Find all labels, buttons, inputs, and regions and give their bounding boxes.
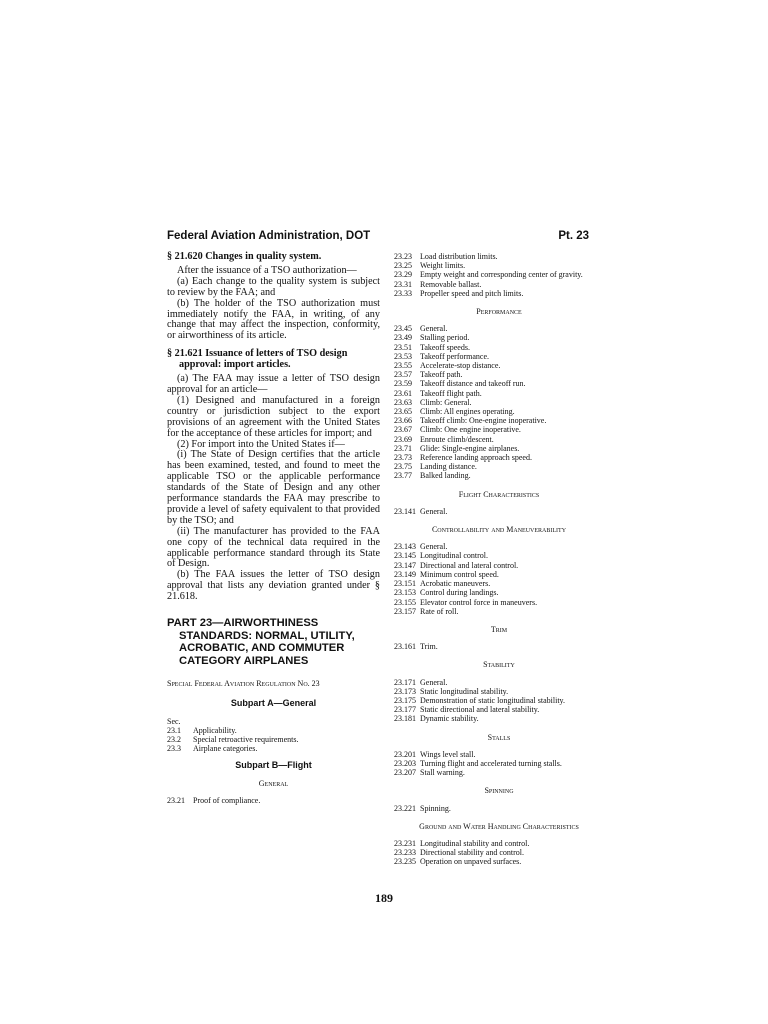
- section-title: Removable ballast.: [420, 279, 482, 289]
- toc-entry: [394, 507, 604, 516]
- section-title: Directional stability and control.: [420, 848, 524, 858]
- toc-list: [394, 750, 604, 778]
- toc-list: [394, 839, 604, 867]
- toc-entry: [394, 642, 604, 651]
- section-number: 23.177: [394, 705, 416, 715]
- section-number: 23.203: [394, 758, 416, 768]
- toc-entry: [394, 453, 604, 462]
- toc-entry: [167, 796, 380, 805]
- section-title: Climb: All engines operating.: [420, 407, 515, 417]
- section-heading-21-620: § 21.620 Changes in quality system.: [167, 251, 322, 262]
- section-number: 23.201: [394, 749, 416, 759]
- toc-entry: [394, 687, 604, 696]
- section-number: 23.157: [394, 606, 416, 616]
- toc-entry: [394, 370, 604, 379]
- toc-entry: [394, 768, 604, 777]
- section-number: 23.181: [394, 714, 416, 724]
- section-number: 23.25: [394, 261, 412, 271]
- sfar-reference: Special Federal Aviation Regulation No. 23: [167, 679, 320, 689]
- toc-entry: [394, 252, 604, 261]
- section-title: Climb: One engine inoperative.: [420, 425, 521, 435]
- section-heading-21-621: § 21.621 Issuance of letters of TSO design approval: import articles.: [167, 348, 348, 371]
- section-number: 23.67: [394, 425, 412, 435]
- header-agency: Federal Aviation Administration, DOT: [167, 230, 371, 242]
- toc-list: [394, 804, 604, 813]
- section-number: 23.71: [394, 443, 412, 453]
- section-number: 23.233: [394, 848, 416, 858]
- paragraph: (b) The FAA issues the letter of TSO design approval that lists any deviation granted under § 21.618.: [167, 569, 380, 603]
- toc-entry: [394, 804, 604, 813]
- section-number: 23.55: [394, 361, 412, 371]
- section-title: Glide: Single-engine airplanes.: [420, 443, 520, 453]
- section-number: 23.73: [394, 453, 412, 463]
- toc-entry: [394, 839, 604, 848]
- section-title: Balked landing.: [420, 471, 471, 481]
- subpart-a-contents: [167, 717, 380, 754]
- section-number: 23.153: [394, 588, 416, 598]
- section-number: 23.161: [394, 642, 416, 652]
- toc-entry: [394, 579, 604, 588]
- section-title: Acrobatic maneuvers.: [420, 579, 491, 589]
- toc-entry: [394, 462, 604, 471]
- section-number: 23.21: [167, 795, 185, 805]
- toc-entry: [394, 379, 604, 388]
- section-number: 23.175: [394, 695, 416, 705]
- toc-entry: [394, 361, 604, 370]
- section-number: 23.23: [394, 252, 412, 261]
- section-title: Takeoff distance and takeoff run.: [420, 379, 526, 389]
- section-title: Load distribution limits.: [420, 252, 498, 261]
- section-title: Demonstration of static longitudinal stability.: [420, 695, 566, 705]
- toc-entry: [394, 705, 604, 714]
- toc-subheading-spinning: Spinning: [484, 786, 514, 796]
- section-title: Takeoff speeds.: [420, 342, 470, 352]
- section-number: 23.221: [394, 803, 416, 813]
- section-title: Special retroactive requirements.: [193, 735, 299, 745]
- section-number: 23.75: [394, 462, 412, 472]
- section-title: Empty weight and corresponding center of gravity.: [420, 270, 583, 280]
- section-number: 23.3: [167, 744, 181, 754]
- paragraph: (2) For import into the United States if—: [177, 438, 345, 450]
- toc-entry: [394, 389, 604, 398]
- section-title: General.: [420, 677, 448, 687]
- paragraph: (i) The State of Design certifies that the article has been examined, tested, and found to meet the applicable TSO or the applicable performance standards of the State of Design and any other performance standards the FAA may prescribe to provide a level of safety equivalent to that provided by the TSO; and: [167, 449, 380, 526]
- section-title: Dynamic stability.: [420, 714, 479, 724]
- section-number: 23.29: [394, 270, 412, 280]
- toc-entry: [394, 570, 604, 579]
- toc-entry: [394, 352, 604, 361]
- section-title: Takeoff performance.: [420, 351, 490, 361]
- section-number: 23.59: [394, 379, 412, 389]
- section-title: Spinning.: [420, 803, 451, 813]
- toc-entry: [394, 435, 604, 444]
- section-number: 23.57: [394, 370, 412, 380]
- section-number: 23.2: [167, 735, 181, 745]
- section-title: Control during landings.: [420, 588, 499, 598]
- section-number: 23.65: [394, 407, 412, 417]
- section-number: 23.155: [394, 597, 416, 607]
- section-number: 23.31: [394, 279, 412, 289]
- right-column: [394, 252, 604, 867]
- toc-entry: [394, 759, 604, 768]
- toc-entry: [394, 696, 604, 705]
- paragraph: After the issuance of a TSO authorization—: [177, 264, 357, 276]
- sec-label: Sec.: [167, 716, 181, 726]
- section-number: 23.77: [394, 471, 412, 481]
- toc-entry: [394, 542, 604, 551]
- toc-entry: [394, 289, 604, 298]
- section-title: Takeoff climb: One-engine inoperative.: [420, 416, 547, 426]
- section-title: Airplane categories.: [193, 744, 258, 754]
- toc-list: [394, 252, 604, 298]
- page-number: 189: [375, 891, 393, 905]
- section-title: Takeoff flight path.: [420, 388, 482, 398]
- section-number: 23.173: [394, 686, 416, 696]
- section-title: Landing distance.: [420, 462, 477, 472]
- toc-entry: [394, 561, 604, 570]
- toc-list: [394, 507, 604, 516]
- paragraph: (a) Each change to the quality system is subject to review by the FAA; and: [167, 275, 380, 298]
- section-number: 23.66: [394, 416, 412, 426]
- section-number: 23.207: [394, 768, 416, 778]
- section-number: 23.171: [394, 677, 416, 687]
- section-title: Wings level stall.: [420, 749, 476, 759]
- section-title: General.: [420, 324, 448, 334]
- toc-entry: [394, 444, 604, 453]
- section-number: 23.51: [394, 342, 412, 352]
- section-number: 23.231: [394, 838, 416, 848]
- section-title: Static directional and lateral stability.: [420, 705, 540, 715]
- toc-list: [394, 642, 604, 651]
- section-title: Stalling period.: [420, 333, 470, 343]
- section-number: 23.63: [394, 397, 412, 407]
- paragraph: (a) The FAA may issue a letter of TSO design approval for an article—: [167, 373, 380, 395]
- toc-list: [394, 678, 604, 724]
- toc-entry: [394, 750, 604, 759]
- section-number: 23.33: [394, 288, 412, 298]
- toc-entry: [394, 857, 604, 866]
- toc-entry: [167, 744, 380, 753]
- toc-entry: [394, 551, 604, 560]
- section-number: 23.45: [394, 324, 412, 334]
- section-title: Reference landing approach speed.: [420, 453, 532, 463]
- section-number: 23.147: [394, 560, 416, 570]
- section-title: Accelerate-stop distance.: [420, 361, 501, 371]
- section-title: Static longitudinal stability.: [420, 686, 509, 696]
- toc-entry: [394, 398, 604, 407]
- paragraph: (ii) The manufacturer has provided to the FAA one copy of the technical data required in the applicable performance standard through its State of Design.: [167, 525, 380, 570]
- toc-entry: [394, 607, 604, 616]
- section-title: Longitudinal stability and control.: [420, 838, 530, 848]
- left-column: [167, 252, 380, 805]
- toc-list: [167, 726, 380, 754]
- section-title: Weight limits.: [420, 261, 466, 271]
- toc-entry: [394, 678, 604, 687]
- section-number: 23.235: [394, 857, 416, 867]
- subpart-b-contents: [167, 779, 380, 805]
- running-header: [167, 230, 589, 246]
- toc-subheading-performance: Performance: [476, 307, 522, 317]
- section-number: 23.69: [394, 434, 412, 444]
- toc-entry: [394, 714, 604, 723]
- section-title: Propeller speed and pitch limits.: [420, 288, 524, 298]
- section-21-621-body: [167, 374, 380, 603]
- header-part: Pt. 23: [558, 230, 589, 242]
- toc-list: [394, 324, 604, 480]
- toc-subheading-flight-characteristics: Flight Characteristics: [458, 489, 540, 499]
- toc-entry: [394, 280, 604, 289]
- section-number: 23.151: [394, 579, 416, 589]
- toc-subheading-general: General: [258, 778, 289, 788]
- section-title: Proof of compliance.: [193, 795, 261, 805]
- toc-subheading-trim: Trim: [490, 624, 508, 634]
- section-title: Longitudinal control.: [420, 551, 488, 561]
- section-title: Climb: General.: [420, 397, 472, 407]
- section-title: Rate of roll.: [420, 606, 459, 616]
- section-number: 23.61: [394, 388, 412, 398]
- paragraph: (1) Designed and manufactured in a foreign country or jurisdiction subject to the export provisions of an agreement with the United States for the acceptance of these articles for import; and: [167, 394, 380, 439]
- section-number: 23.141: [394, 506, 416, 516]
- section-number: 23.53: [394, 351, 412, 361]
- section-title: Enroute climb/descent.: [420, 434, 494, 444]
- section-title: Elevator control force in maneuvers.: [420, 597, 538, 607]
- section-title: Turning flight and accelerated turning stalls.: [420, 758, 562, 768]
- toc-entry: [394, 598, 604, 607]
- section-title: General.: [420, 506, 448, 516]
- toc-entry: [394, 343, 604, 352]
- toc-subheading-controllability: Controllability and Maneuverability: [431, 525, 567, 535]
- section-title: Operation on unpaved surfaces.: [420, 857, 522, 867]
- toc-entry: [394, 471, 604, 480]
- section-number: 23.149: [394, 569, 416, 579]
- section-title: Applicability.: [193, 725, 237, 735]
- section-number: 23.49: [394, 333, 412, 343]
- toc-entry: [394, 588, 604, 597]
- paragraph: (b) The holder of the TSO authorization must immediately notify the FAA, in writing, of any change that may affect the inspection, conformity, or airworthiness of its article.: [167, 297, 380, 342]
- toc-entry: [394, 270, 604, 279]
- section-title: General.: [420, 542, 448, 552]
- toc-entry: [167, 726, 380, 735]
- toc-entry: [394, 333, 604, 342]
- section-21-620-body: [167, 266, 380, 342]
- toc-entry: [394, 261, 604, 270]
- toc-list: [167, 796, 380, 805]
- section-title: Minimum control speed.: [420, 569, 499, 579]
- toc-entry: [167, 735, 380, 744]
- toc-subheading-stability: Stability: [483, 660, 515, 670]
- section-number: 23.143: [394, 542, 416, 552]
- section-number: 23.1: [167, 725, 181, 735]
- toc-entry: [394, 416, 604, 425]
- subpart-a-heading: Subpart A—General: [230, 697, 317, 708]
- section-title: Directional and lateral control.: [420, 560, 519, 570]
- section-title: Stall warning.: [420, 768, 465, 778]
- toc-entry: [394, 407, 604, 416]
- subpart-b-heading: Subpart B—Flight: [235, 759, 312, 770]
- section-title: Takeoff path.: [420, 370, 463, 380]
- section-number: 23.145: [394, 551, 416, 561]
- section-title: Trim.: [420, 642, 438, 652]
- toc-list: [394, 542, 604, 616]
- toc-entry: [394, 848, 604, 857]
- part-title: PART 23—AIRWORTHINESS STANDARDS: NORMAL, UTILITY, ACROBATIC, AND COMMUTER CATEGORY AIRPLANES: [167, 617, 355, 667]
- toc-entry: [394, 425, 604, 434]
- toc-subheading-stalls: Stalls: [487, 732, 511, 742]
- toc-entry: [394, 324, 604, 333]
- toc-subheading-ground-water: Ground and Water Handling Characteristics: [419, 821, 579, 831]
